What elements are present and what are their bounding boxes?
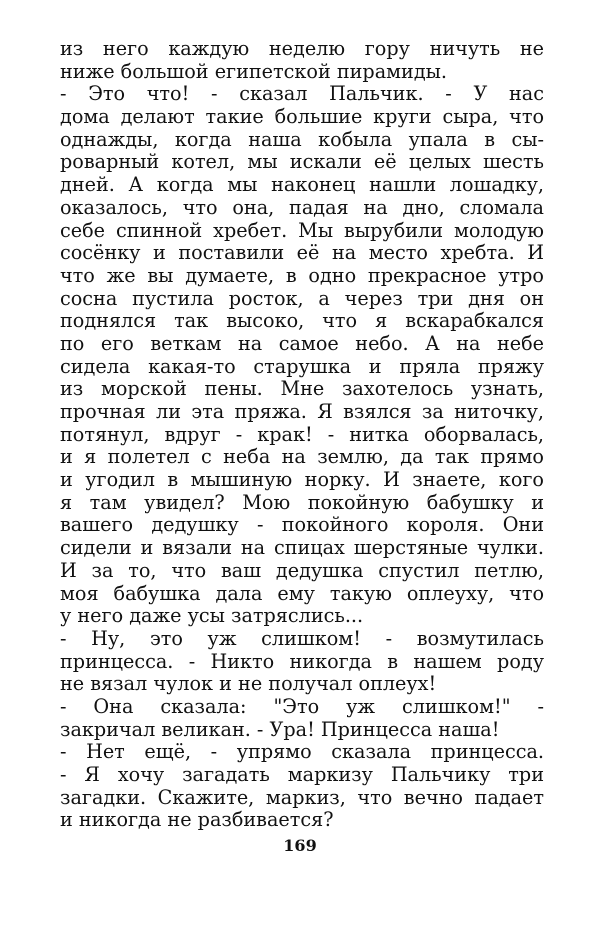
text-line: себе спинной хребет. Мы вырубили молодую — [60, 219, 544, 242]
text-line: моя бабушка дала ему такую оплеуху, что — [60, 582, 544, 605]
text-line: что же вы думаете, в одно прекрасное утро — [60, 264, 544, 287]
text-line: загадки. Скажите, маркиз, что вечно падает — [60, 786, 544, 809]
text-line: оказалось, что она, падая на дно, сломала — [60, 196, 544, 219]
text-line: сидела какая-то старушка и пряла пряжу — [60, 355, 544, 378]
text-line: принцесса. - Никто никогда в нашем роду — [60, 650, 544, 673]
text-line: И за то, что ваш дедушка спустил петлю, — [60, 559, 544, 582]
text-line: роварный котел, мы искали её целых шесть — [60, 151, 544, 174]
text-line: дней. А когда мы наконец нашли лошадку, — [60, 174, 544, 197]
text-line: по его веткам на самое небо. А на небе — [60, 332, 544, 355]
text-line: и никогда не разбивается? — [60, 809, 334, 832]
text-line: сосёнку и поставили её на место хребта. И — [60, 242, 544, 265]
text-line: - Она сказала: "Это уж слишком!" - — [60, 695, 544, 718]
page-text — [60, 38, 544, 832]
text-line: сосна пустила росток, а через три дня он — [60, 287, 544, 310]
text-line: я там увидел? Мою покойную бабушку и — [60, 491, 544, 514]
text-line: ниже большой египетской пирамиды. — [60, 60, 448, 83]
text-line: - Нет ещё, - упрямо сказала принцесса. — [60, 741, 544, 764]
text-line: у него даже усы затряслись... — [60, 605, 364, 628]
text-line: и я полетел с неба на землю, да так прямо — [60, 446, 544, 469]
text-line: дома делают такие большие круги сыра, что — [60, 106, 544, 129]
text-line: потянул, вдруг - крак! - нитка оборвалась, — [60, 423, 544, 446]
text-line: - Я хочу загадать маркизу Пальчику три — [60, 764, 544, 786]
text-line: из него каждую неделю гору ничуть не — [60, 38, 544, 60]
text-line: - Ну, это уж слишком! - возмутилась — [60, 627, 544, 650]
text-line: прочная ли эта пряжа. Я взялся за ниточку, — [60, 401, 544, 423]
text-line: вашего дедушку - покойного короля. Они — [60, 514, 544, 537]
page-number: 169 — [283, 836, 317, 855]
text-line: - Это что! - сказал Пальчик. - У нас — [60, 83, 544, 106]
text-line: и угодил в мышиную норку. И знаете, кого — [60, 469, 544, 492]
text-line: сидели и вязали на спицах шерстяные чулки. — [60, 537, 544, 560]
text-line: из морской пены. Мне захотелось узнать, — [60, 378, 544, 401]
text-line: поднялся так высоко, что я вскарабкался — [60, 310, 544, 333]
text-line: не вязал чулок и не получал оплеух! — [60, 673, 437, 696]
text-line: закричал великан. - Ура! Принцесса наша! — [60, 718, 500, 741]
text-line: однажды, когда наша кобыла упала в сы- — [60, 128, 544, 151]
